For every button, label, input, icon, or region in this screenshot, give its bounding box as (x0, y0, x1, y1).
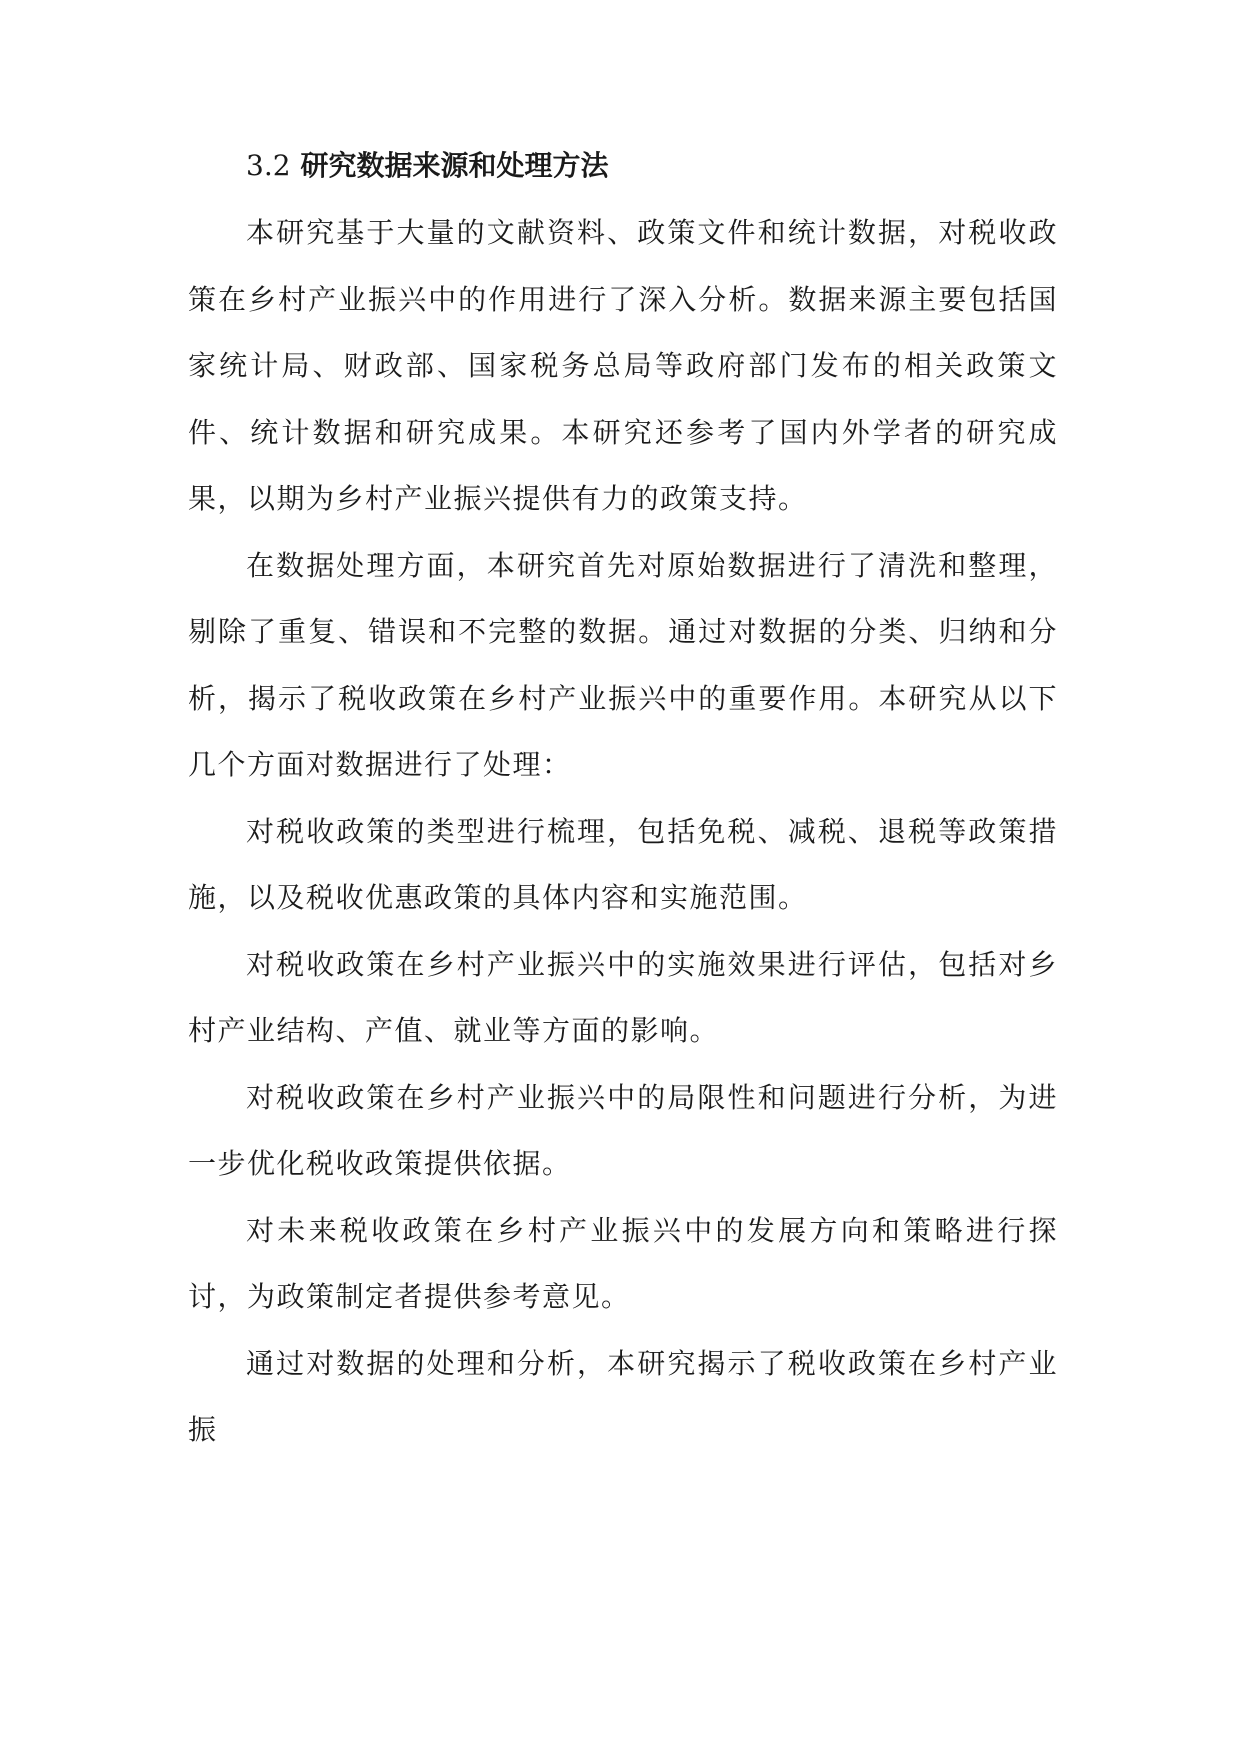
paragraph-policy-types: 对税收政策的类型进行梳理，包括免税、减税、退税等政策措施，以及税收优惠政策的具体内容和实施范围。 (188, 814, 1058, 914)
section-title: 研究数据来源和处理方法 (300, 149, 609, 182)
paragraph-effect-evaluation: 对税收政策在乡村产业振兴中的实施效果进行评估，包括对乡村产业结构、产值、就业等方面的影响。 (188, 947, 1058, 1047)
paragraph-data-sources: 本研究基于大量的文献资料、政策文件和统计数据，对税收政策在乡村产业振兴中的作用进行了深入分析。数据来源主要包括国家统计局、财政部、国家税务总局等政府部门发布的相关政策文件、统计数据和研究成果。本研究还参考了国内外学者的研究成果，以期为乡村产业振兴提供有力的政策支持。 (188, 216, 1058, 515)
paragraph-data-processing: 在数据处理方面，本研究首先对原始数据进行了清洗和整理，剔除了重复、错误和不完整的数据。通过对数据的分类、归纳和分析，揭示了税收政策在乡村产业振兴中的重要作用。本研究从以下几个方面对数据进行了处理： (188, 548, 1058, 781)
paragraph-conclusion: 通过对数据的处理和分析，本研究揭示了税收政策在乡村产业振 (188, 1346, 1058, 1446)
paragraph-future-direction: 对未来税收政策在乡村产业振兴中的发展方向和策略进行探讨，为政策制定者提供参考意见。 (188, 1213, 1058, 1313)
document-page (188, 136, 1058, 1464)
section-number: 3.2 (246, 149, 291, 182)
section-heading (188, 136, 1058, 196)
paragraph-limitations: 对税收政策在乡村产业振兴中的局限性和问题进行分析，为进一步优化税收政策提供依据。 (188, 1080, 1058, 1180)
